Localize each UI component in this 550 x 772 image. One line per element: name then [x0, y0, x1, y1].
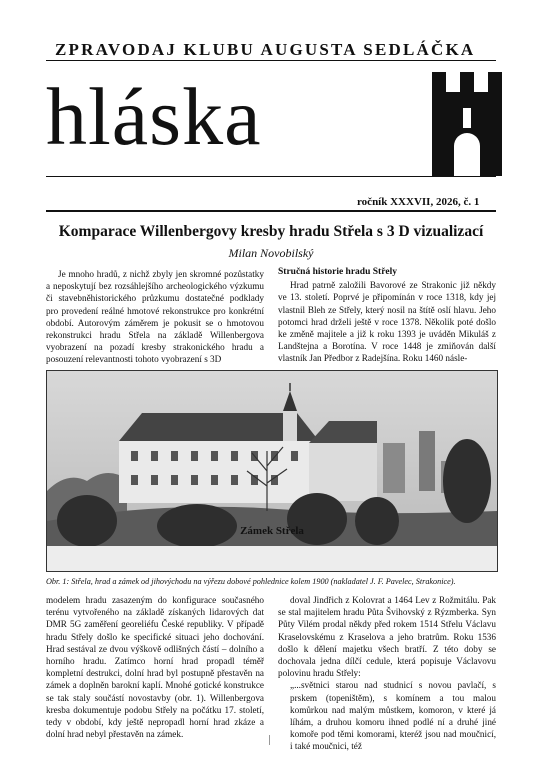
body-paragraph: modelem hradu zasazeným do konfigurace současného terénu vytvořeného na základě získaných lidarových dat DMR 5G zaměření georeliéfu České republiky. V případě hradu Střely došlo ke specifické situaci jeho dochování. Hrad sestával ze dvou výškově odlišných částí – dolního a horního hradu. Zatímco horní hrad propadl téměř kompletní destrukci, dolní hrad byl postupně přestavěn na zámek a doplněn barokní kaplí. Mnohé gotické konstrukce se tak staly součástí novostavby (obr. 1). Willenbergova kresba dokumentuje podobu Střely na počátku 17. století, tedy v období, kdy ještě nepropadl horní hrad zkáze a dolní hrad nebyl přestavěn na zámek. [46, 595, 264, 740]
body-paragraph: Hrad patrně založili Bavorové ze Strakonic již někdy ve 13. století. Poprvé je připomínán v roce 1318, kdy jej vlastnil Bleh ze Střely, který nosil na štítě oslí hlavu. Jeho potomci hrad drželi ještě v roce 1378. Několik poté došlo ke změně majitele a již k roku 1393 je uváděn Mikuláš z Landštejna a Borotína. V roce 1448 je zmiňován další vlastník Jan Předbor z Radejšína. Roku 1460 násle- [278, 280, 496, 364]
header-rule [46, 176, 496, 177]
page-marker [269, 735, 270, 745]
masthead-rule [46, 60, 496, 61]
article-column-4 [278, 594, 496, 760]
article-author: Milan Novobilský [228, 246, 314, 260]
figure-caption: Obr. 1: Střela, hrad a zámek od jihovýchodu na výřezu dobové pohlednice kolem 1900 (nakladatel J. F. Pavelec, Strakonice). [46, 577, 456, 586]
article-column-2 [278, 266, 496, 368]
section-heading: Stručná historie hradu Střely [278, 267, 398, 277]
body-paragraph: Je mnoho hradů, z nichž zbyly jen skromné pozůstatky a neposkytují bez rozsáhlejšího archeologického výzkumu či stavebněhistorického průzkumu dostatečné podklady pro provedení reálné hmotové rekonstrukce pro konkrétní období. Autorovým záměrem je pokusit se o hmotovou rekonstrukci hradu Střela na základě Willenbergova vyobrazení na pozadí kresby strakonického hradu a posouzení relevantnosti tohoto vyobrazení s 3D [46, 269, 264, 365]
article-title: Komparace Willenbergovy kresby hradu Střela s 3 D vizualizací [58, 223, 484, 240]
photo-label: Zámek Střela [240, 525, 304, 537]
quoted-text: „...světnici starou nad studnicí s novou pavlačí, s prskem (topeništěm), s komínem a tou malou komůrkou nad malým můstkem, komoron, v které já líhám, a druhou komoru ihned podlé ní a druhé jiné komoře pod těmi komorami, kteréž jsou nad moučnicí, i také moučnici, též [290, 680, 496, 752]
header-bottom-rule [46, 210, 496, 212]
issue-info: ročník XXXVII, 2026, č. 1 [357, 196, 480, 208]
body-paragraph: doval Jindřich z Kolovrat a 1464 Lev z Rožmitálu. Pak se stal majitelem hradu Půta Švihovský z Rýzmberka. Syn Půty Vilém prodal někdy před rokem 1514 Střelu Václavu Kraselovskému z Kraselova a jeho bratrům. Roku 1536 došlo k dělení majetku všech bratří. Z této doby se dochovala jedna dílčí cedule, která popisuje Václavovu polovinu hradu Střely: [278, 595, 496, 679]
castle-photo [46, 370, 498, 572]
masthead-title: ZPRAVODAJ KLUBU AUGUSTA SEDLÁČKA [55, 40, 476, 59]
newsletter-name: hláska [46, 71, 262, 162]
castle-tower-icon [432, 72, 502, 176]
article-column-1 [46, 268, 264, 368]
article-column-3 [46, 594, 264, 740]
